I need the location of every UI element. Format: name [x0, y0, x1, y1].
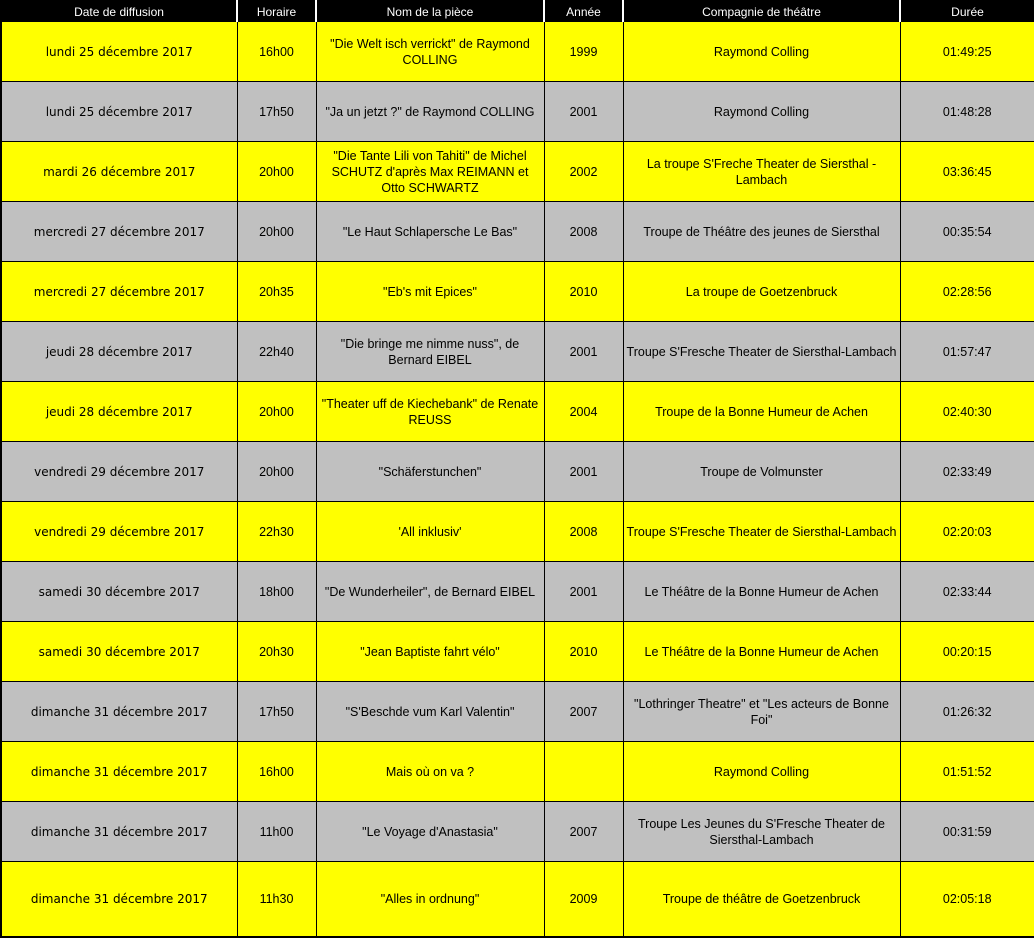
cell-time: 17h50 [237, 82, 316, 142]
cell-time: 20h00 [237, 382, 316, 442]
table-row [1, 802, 1034, 862]
cell-title: "Die Tante Lili von Tahiti" de Michel SCHUTZ d'après Max REIMANN et Otto SCHWARTZ [316, 142, 544, 202]
header-row [1, 1, 1034, 22]
cell-duration: 01:26:32 [900, 682, 1034, 742]
cell-time: 11h00 [237, 802, 316, 862]
cell-year [544, 742, 623, 802]
table-body [1, 22, 1034, 938]
table-row [1, 442, 1034, 502]
cell-title: 'All inklusiv' [316, 502, 544, 562]
cell-date: samedi 30 décembre 2017 [1, 562, 237, 622]
cell-company: Troupe S'Fresche Theater de Siersthal-Lambach [623, 322, 900, 382]
cell-year: 2001 [544, 562, 623, 622]
cell-year: 2001 [544, 442, 623, 502]
cell-date: dimanche 31 décembre 2017 [1, 682, 237, 742]
cell-title: "Die bringe me nimme nuss", de Bernard EIBEL [316, 322, 544, 382]
cell-date: dimanche 31 décembre 2017 [1, 802, 237, 862]
cell-time: 17h50 [237, 682, 316, 742]
cell-title: "De Wunderheiler", de Bernard EIBEL [316, 562, 544, 622]
table-row [1, 322, 1034, 382]
cell-date: samedi 30 décembre 2017 [1, 622, 237, 682]
cell-year: 2001 [544, 322, 623, 382]
cell-year: 2004 [544, 382, 623, 442]
cell-duration: 02:28:56 [900, 262, 1034, 322]
cell-year: 2002 [544, 142, 623, 202]
cell-date: jeudi 28 décembre 2017 [1, 322, 237, 382]
cell-year: 1999 [544, 22, 623, 82]
cell-duration: 02:33:49 [900, 442, 1034, 502]
cell-duration: 00:20:15 [900, 622, 1034, 682]
cell-title: "Theater uff de Kiechebank" de Renate REUSS [316, 382, 544, 442]
table-row [1, 562, 1034, 622]
cell-title: "Le Voyage d'Anastasia" [316, 802, 544, 862]
table-row [1, 682, 1034, 742]
cell-company: Troupe de Volmunster [623, 442, 900, 502]
cell-company: Le Théâtre de la Bonne Humeur de Achen [623, 562, 900, 622]
cell-company: La troupe de Goetzenbruck [623, 262, 900, 322]
table-row [1, 862, 1034, 938]
cell-time: 20h00 [237, 142, 316, 202]
cell-time: 20h35 [237, 262, 316, 322]
table-row [1, 382, 1034, 442]
table-row [1, 622, 1034, 682]
cell-title: "S'Beschde vum Karl Valentin" [316, 682, 544, 742]
cell-time: 22h30 [237, 502, 316, 562]
cell-title: Mais où on va ? [316, 742, 544, 802]
cell-title: "Ja un jetzt ?" de Raymond COLLING [316, 82, 544, 142]
cell-duration: 02:33:44 [900, 562, 1034, 622]
cell-time: 16h00 [237, 22, 316, 82]
cell-duration: 01:49:25 [900, 22, 1034, 82]
cell-title: "Schäferstunchen" [316, 442, 544, 502]
cell-date: lundi 25 décembre 2017 [1, 22, 237, 82]
table-header [1, 1, 1034, 22]
cell-date: jeudi 28 décembre 2017 [1, 382, 237, 442]
cell-date: dimanche 31 décembre 2017 [1, 862, 237, 938]
cell-date: mardi 26 décembre 2017 [1, 142, 237, 202]
cell-time: 22h40 [237, 322, 316, 382]
cell-company: "Lothringer Theatre" et "Les acteurs de Bonne Foi" [623, 682, 900, 742]
cell-company: Troupe de théâtre de Goetzenbruck [623, 862, 900, 938]
cell-title: "Alles in ordnung" [316, 862, 544, 938]
cell-company: Raymond Colling [623, 22, 900, 82]
cell-date: vendredi 29 décembre 2017 [1, 442, 237, 502]
cell-time: 20h30 [237, 622, 316, 682]
table-row [1, 142, 1034, 202]
cell-year: 2008 [544, 502, 623, 562]
cell-duration: 01:51:52 [900, 742, 1034, 802]
header-duration: Durée [900, 1, 1034, 22]
table-row [1, 22, 1034, 82]
cell-date: mercredi 27 décembre 2017 [1, 202, 237, 262]
cell-duration: 01:57:47 [900, 322, 1034, 382]
cell-date: lundi 25 décembre 2017 [1, 82, 237, 142]
header-title: Nom de la pièce [316, 1, 544, 22]
cell-year: 2007 [544, 682, 623, 742]
header-time: Horaire [237, 1, 316, 22]
cell-title: "Eb's mit Epices" [316, 262, 544, 322]
cell-year: 2009 [544, 862, 623, 938]
cell-date: dimanche 31 décembre 2017 [1, 742, 237, 802]
cell-duration: 01:48:28 [900, 82, 1034, 142]
table-row [1, 202, 1034, 262]
cell-duration: 03:36:45 [900, 142, 1034, 202]
cell-company: Raymond Colling [623, 742, 900, 802]
cell-company: Raymond Colling [623, 82, 900, 142]
cell-date: vendredi 29 décembre 2017 [1, 502, 237, 562]
table-row [1, 262, 1034, 322]
cell-date: mercredi 27 décembre 2017 [1, 262, 237, 322]
cell-year: 2010 [544, 622, 623, 682]
cell-time: 20h00 [237, 202, 316, 262]
cell-duration: 00:35:54 [900, 202, 1034, 262]
cell-year: 2007 [544, 802, 623, 862]
cell-title: "Le Haut Schlapersche Le Bas" [316, 202, 544, 262]
cell-duration: 02:20:03 [900, 502, 1034, 562]
header-year: Année [544, 1, 623, 22]
table-row [1, 742, 1034, 802]
cell-time: 16h00 [237, 742, 316, 802]
cell-company: La troupe S'Freche Theater de Siersthal - Lambach [623, 142, 900, 202]
cell-company: Troupe de Théâtre des jeunes de Siersthal [623, 202, 900, 262]
cell-time: 20h00 [237, 442, 316, 502]
cell-company: Troupe de la Bonne Humeur de Achen [623, 382, 900, 442]
cell-year: 2008 [544, 202, 623, 262]
table-row [1, 502, 1034, 562]
cell-duration: 00:31:59 [900, 802, 1034, 862]
cell-title: "Die Welt isch verrickt" de Raymond COLLING [316, 22, 544, 82]
cell-duration: 02:40:30 [900, 382, 1034, 442]
cell-time: 18h00 [237, 562, 316, 622]
header-date: Date de diffusion [1, 1, 237, 22]
cell-duration: 02:05:18 [900, 862, 1034, 938]
header-company: Compagnie de théâtre [623, 1, 900, 22]
table-row [1, 82, 1034, 142]
cell-company: Le Théâtre de la Bonne Humeur de Achen [623, 622, 900, 682]
cell-company: Troupe S'Fresche Theater de Siersthal-Lambach [623, 502, 900, 562]
cell-time: 11h30 [237, 862, 316, 938]
cell-title: "Jean Baptiste fahrt vélo" [316, 622, 544, 682]
cell-company: Troupe Les Jeunes du S'Fresche Theater de Siersthal-Lambach [623, 802, 900, 862]
cell-year: 2010 [544, 262, 623, 322]
cell-year: 2001 [544, 82, 623, 142]
